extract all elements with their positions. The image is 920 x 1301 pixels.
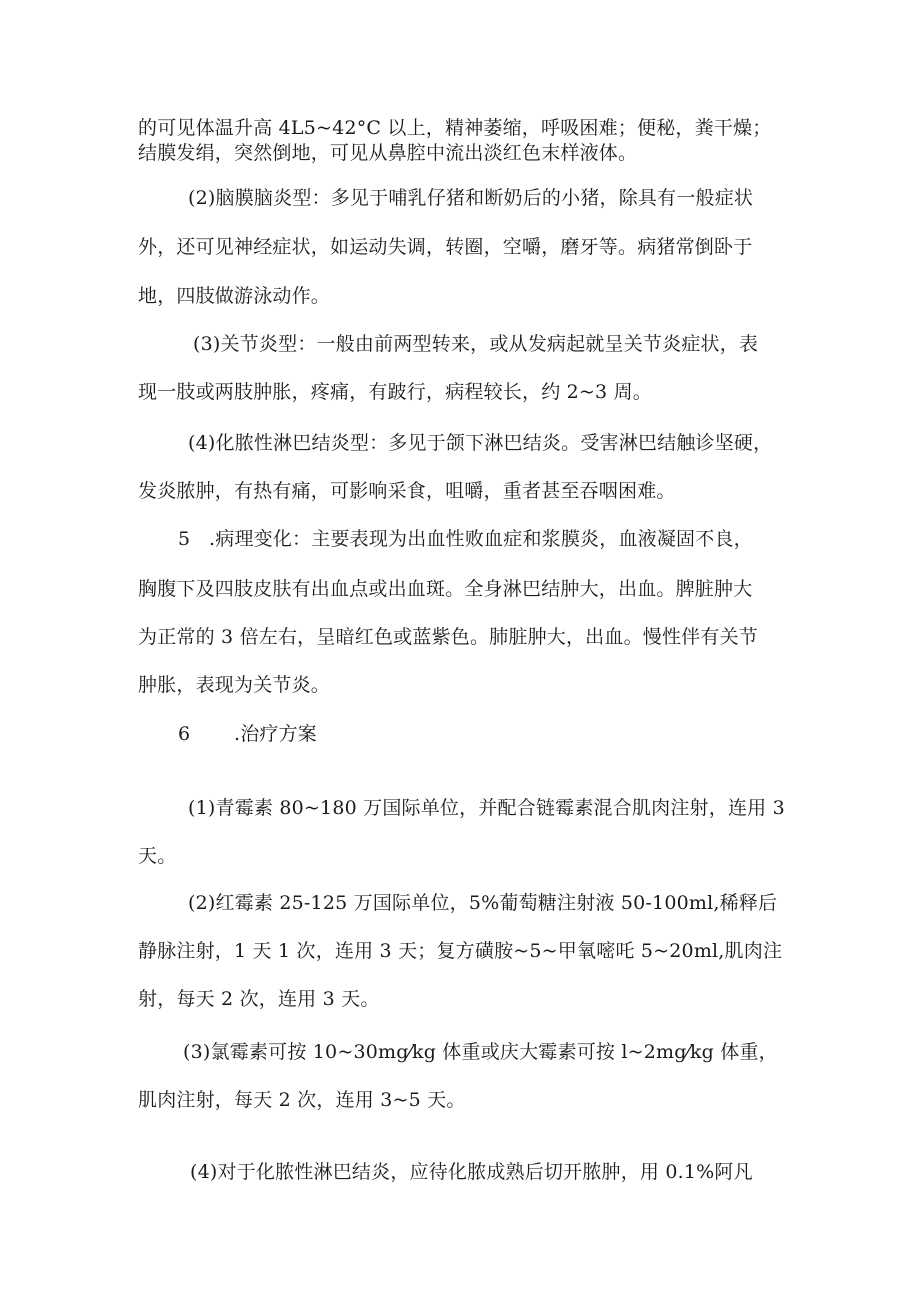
section-heading: 6 .治疗方案 <box>178 723 318 745</box>
text-line: (4)对于化脓性淋巴结炎，应待化脓成熟后切开脓肿，用 0.1%阿凡 <box>190 1161 753 1183</box>
text-line: (3)关节炎型：一般由前两型转来，或从发病起就呈关节炎症状，表 <box>193 333 759 355</box>
text-line: 发炎脓肿，有热有痛，可影响采食，咀嚼，重者甚至吞咽困难。 <box>138 480 676 502</box>
text-line: 静脉注射，1 天 1 次，连用 3 天；复方磺胺~5~甲氧嘧吒 5~20ml,肌肉注 <box>138 940 783 962</box>
text-line: 肌肉注射，每天 2 次，连用 3~5 天。 <box>138 1089 466 1111</box>
text-line: 外，还可见神经症状，如运动失调，转圈，空嚼，磨牙等。病猪常倒卧于 <box>138 236 753 258</box>
text-line: 现一肢或两肢肿胀，疼痛，有跛行，病程较长，约 2~3 周。 <box>138 381 652 403</box>
text-line: 的可见体温升高 4L5~42°C 以上，精神萎缩，呼吸困难；便秘，粪干燥； <box>138 117 772 139</box>
text-line: 天。 <box>138 845 177 867</box>
text-line: (4)化脓性淋巴结炎型：多见于颌下淋巴结炎。受害淋巴结触诊坚硬， <box>188 432 773 454</box>
text-line: 为正常的 3 倍左右，呈暗红色或蓝紫色。肺脏肿大，出血。慢性伴有关节 <box>138 626 758 648</box>
text-line: 结膜发绢，突然倒地，可见从鼻腔中流出淡红色末样液体。 <box>138 142 638 164</box>
text-line: (1)青霉素 80~180 万国际单位，并配合链霉素混合肌肉注射，连用 3 <box>188 797 785 819</box>
section-heading: 5 .病理变化：主要表现为出血性败血症和浆膜炎，血液凝固不良， <box>178 528 753 550</box>
text-line: (3)氯霉素可按 10~30mg⁄kg 体重或庆大霉素可按 l~2mg⁄kg 体重， <box>183 1041 778 1063</box>
text-line: (2)红霉素 25-125 万国际单位，5%葡萄糖注射液 50-100ml,稀释后 <box>188 892 778 914</box>
text-line: 胸腹下及四肢皮肤有出血点或出血斑。全身淋巴结肿大，出血。脾脏肿大 <box>138 578 753 600</box>
text-line: 地，四肢做游泳动作。 <box>138 285 331 307</box>
text-line: 肿胀，表现为关节炎。 <box>138 674 331 696</box>
text-line: (2)脑膜脑炎型：多见于哺乳仔猪和断奶后的小猪，除具有一般症状 <box>188 187 754 209</box>
text-line: 射，每天 2 次，连用 3 天。 <box>138 988 380 1010</box>
